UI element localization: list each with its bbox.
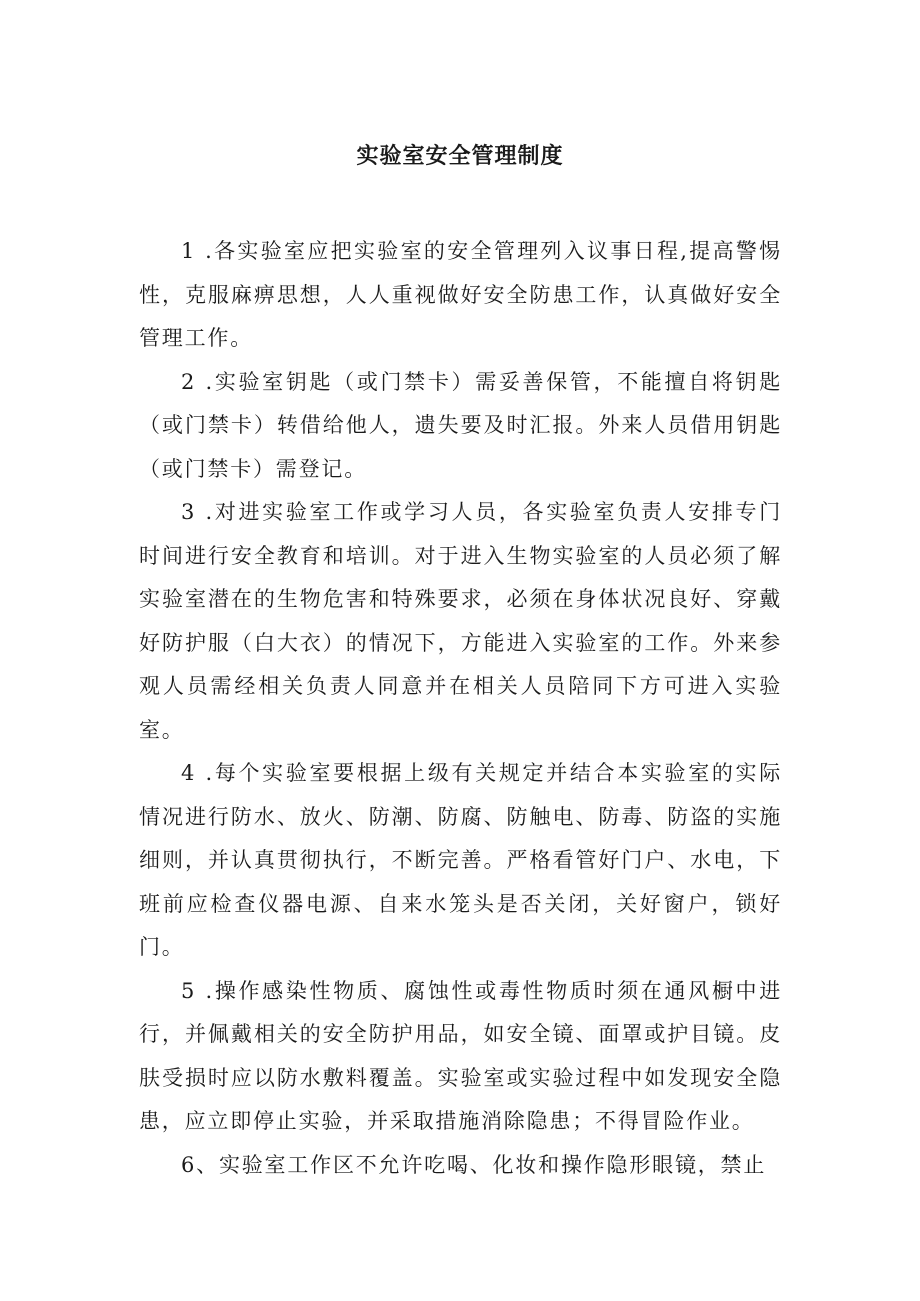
document-body bbox=[139, 230, 782, 1187]
paragraph-rule-4: 4 .每个实验室要根据上级有关规定并结合本实验室的实际情况进行防水、放火、防潮、防腐、防触电、防毒、防盗的实施细则，并认真贯彻执行，不断完善。严格看管好门户、水电，下班前应检查仪器电源、自来水笼头是否关闭，关好窗户，锁好门。 bbox=[139, 761, 782, 959]
paragraph-rule-2: 2 .实验室钥匙（或门禁卡）需妥善保管，不能擅自将钥匙（或门禁卡）转借给他人，遗失要及时汇报。外来人员借用钥匙（或门禁卡）需登记。 bbox=[139, 369, 782, 481]
paragraph-rule-5: 5 .操作感染性物质、腐蚀性或毒性物质时须在通风橱中进行，并佩戴相关的安全防护用品，如安全镜、面罩或护目镜。皮肤受损时应以防水敷料覆盖。实验室或实验过程中如发现安全隐患，应立即停止实验，并采取措施消除隐患；不得冒险作业。 bbox=[139, 978, 782, 1133]
paragraph-rule-1: 1 .各实验室应把实验室的安全管理列入议事日程,提高警惕性，克服麻痹思想，人人重视做好安全防患工作，认真做好安全管理工作。 bbox=[139, 239, 782, 350]
paragraph-rule-3: 3 .对进实验室工作或学习人员，各实验室负责人安排专门时间进行安全教育和培训。对于进入生物实验室的人员必须了解实验室潜在的生物危害和特殊要求，必须在身体状况良好、穿戴好防护服（白大衣）的情况下，方能进入实验室的工作。外来参观人员需经相关负责人同意并在相关人员陪同下方可进入实验室。 bbox=[139, 500, 782, 742]
document-title: 实验室安全管理制度 bbox=[356, 143, 564, 169]
paragraph-rule-6: 6、实验室工作区不允许吃喝、化妆和操作隐形眼镜，禁止 bbox=[181, 1152, 767, 1177]
